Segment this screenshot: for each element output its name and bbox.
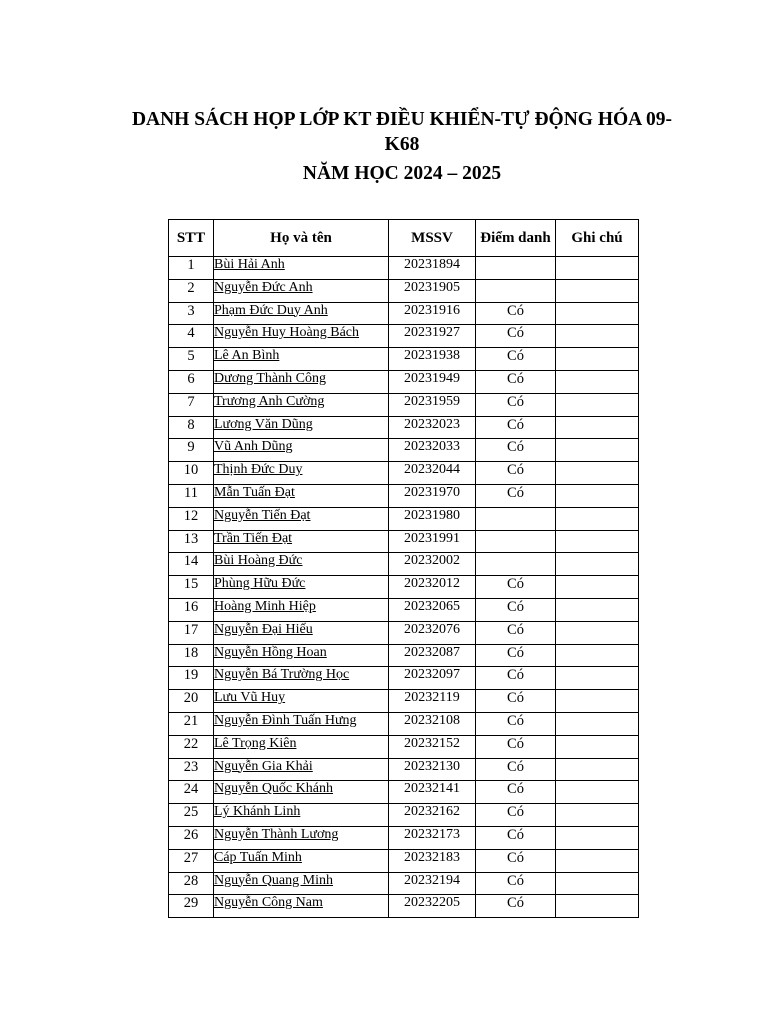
- table-row: [169, 690, 639, 713]
- cell-name: [214, 530, 389, 553]
- cell-attendance: Có: [476, 621, 556, 644]
- table-row: [169, 553, 639, 576]
- cell-mssv: 20232205: [389, 895, 476, 918]
- cell-mssv: 20231905: [389, 279, 476, 302]
- cell-mssv: 20232087: [389, 644, 476, 667]
- cell-mssv: 20232194: [389, 872, 476, 895]
- cell-note: [556, 895, 639, 918]
- cell-attendance: Có: [476, 325, 556, 348]
- table-row: [169, 826, 639, 849]
- cell-mssv: 20232033: [389, 439, 476, 462]
- cell-attendance: Có: [476, 826, 556, 849]
- cell-note: [556, 598, 639, 621]
- cell-stt: 19: [169, 667, 214, 690]
- cell-stt: 1: [169, 257, 214, 280]
- cell-mssv: 20231980: [389, 507, 476, 530]
- student-name: Nguyễn Huy Hoàng Bách: [214, 325, 360, 341]
- table-row: [169, 393, 639, 416]
- cell-name: [214, 302, 389, 325]
- cell-mssv: 20232044: [389, 462, 476, 485]
- cell-attendance: [476, 507, 556, 530]
- cell-note: [556, 279, 639, 302]
- student-name: Nguyễn Đình Tuấn Hưng: [214, 712, 357, 728]
- table-row: [169, 462, 639, 485]
- cell-attendance: Có: [476, 484, 556, 507]
- table-row: [169, 348, 639, 371]
- cell-attendance: Có: [476, 804, 556, 827]
- student-name: Trần Tiến Đạt: [214, 530, 293, 546]
- cell-stt: 3: [169, 302, 214, 325]
- student-name: Bùi Hải Anh: [214, 257, 285, 272]
- table-header-row: [169, 220, 639, 257]
- cell-stt: 15: [169, 576, 214, 599]
- cell-attendance: Có: [476, 393, 556, 416]
- cell-mssv: 20232130: [389, 758, 476, 781]
- cell-mssv: 20232108: [389, 712, 476, 735]
- cell-attendance: Có: [476, 370, 556, 393]
- cell-mssv: 20232173: [389, 826, 476, 849]
- cell-stt: 16: [169, 598, 214, 621]
- cell-name: [214, 804, 389, 827]
- cell-note: [556, 257, 639, 280]
- table-row: [169, 576, 639, 599]
- student-name: Dương Thành Công: [214, 370, 326, 386]
- cell-mssv: 20231927: [389, 325, 476, 348]
- cell-stt: 28: [169, 872, 214, 895]
- cell-note: [556, 416, 639, 439]
- cell-name: [214, 826, 389, 849]
- cell-attendance: Có: [476, 667, 556, 690]
- cell-note: [556, 553, 639, 576]
- student-name: Bùi Hoàng Đức: [214, 553, 303, 569]
- student-name: Nguyễn Thành Lương: [214, 826, 339, 842]
- cell-stt: 27: [169, 849, 214, 872]
- cell-note: [556, 804, 639, 827]
- student-name: Lý Khánh Linh: [214, 804, 301, 820]
- student-name: Lương Văn Dũng: [214, 416, 313, 432]
- student-name: Nguyễn Hồng Hoan: [214, 644, 327, 660]
- cell-note: [556, 621, 639, 644]
- table-row: [169, 712, 639, 735]
- cell-note: [556, 644, 639, 667]
- cell-note: [556, 507, 639, 530]
- cell-name: [214, 462, 389, 485]
- table-row: [169, 325, 639, 348]
- cell-name: [214, 895, 389, 918]
- cell-attendance: [476, 279, 556, 302]
- cell-attendance: Có: [476, 416, 556, 439]
- table-row: [169, 257, 639, 280]
- cell-name: [214, 758, 389, 781]
- cell-name: [214, 439, 389, 462]
- cell-name: [214, 279, 389, 302]
- cell-stt: 10: [169, 462, 214, 485]
- cell-name: [214, 667, 389, 690]
- cell-note: [556, 872, 639, 895]
- cell-mssv: 20231916: [389, 302, 476, 325]
- table-row: [169, 598, 639, 621]
- cell-attendance: Có: [476, 849, 556, 872]
- student-name: Phùng Hữu Đức: [214, 576, 306, 592]
- cell-stt: 12: [169, 507, 214, 530]
- cell-mssv: 20231991: [389, 530, 476, 553]
- cell-mssv: 20232162: [389, 804, 476, 827]
- cell-attendance: Có: [476, 895, 556, 918]
- cell-name: [214, 781, 389, 804]
- cell-mssv: 20232012: [389, 576, 476, 599]
- cell-name: [214, 370, 389, 393]
- cell-note: [556, 849, 639, 872]
- cell-name: [214, 325, 389, 348]
- student-name: Cáp Tuấn Minh: [214, 849, 302, 865]
- cell-attendance: Có: [476, 348, 556, 371]
- cell-stt: 20: [169, 690, 214, 713]
- table-row: [169, 735, 639, 758]
- table-body: [169, 257, 639, 918]
- cell-stt: 22: [169, 735, 214, 758]
- cell-name: [214, 393, 389, 416]
- cell-mssv: 20232183: [389, 849, 476, 872]
- cell-attendance: [476, 257, 556, 280]
- student-name: Nguyễn Công Nam: [214, 895, 323, 911]
- cell-note: [556, 484, 639, 507]
- cell-note: [556, 826, 639, 849]
- table-row: [169, 621, 639, 644]
- cell-attendance: Có: [476, 781, 556, 804]
- cell-attendance: Có: [476, 690, 556, 713]
- cell-note: [556, 393, 639, 416]
- student-name: Vũ Anh Dũng: [214, 439, 293, 455]
- cell-mssv: 20231938: [389, 348, 476, 371]
- cell-name: [214, 598, 389, 621]
- cell-name: [214, 416, 389, 439]
- cell-stt: 6: [169, 370, 214, 393]
- table-row: [169, 872, 639, 895]
- cell-stt: 21: [169, 712, 214, 735]
- cell-note: [556, 576, 639, 599]
- student-name: Mẫn Tuấn Đạt: [214, 484, 295, 500]
- table-row: [169, 895, 639, 918]
- student-name: Phạm Đức Duy Anh: [214, 302, 328, 318]
- cell-note: [556, 325, 639, 348]
- document-title-line-1: DANH SÁCH HỌP LỚP KT ĐIỀU KHIỂN-TỰ ĐỘNG HÓA 09-: [131, 109, 673, 130]
- student-name: Thịnh Đức Duy: [214, 462, 303, 478]
- cell-attendance: Có: [476, 302, 556, 325]
- student-name: Nguyễn Gia Khải: [214, 758, 313, 774]
- table-row: [169, 758, 639, 781]
- table-row: [169, 416, 639, 439]
- student-name: Nguyễn Quốc Khánh: [214, 781, 333, 797]
- cell-name: [214, 621, 389, 644]
- cell-stt: 13: [169, 530, 214, 553]
- cell-note: [556, 302, 639, 325]
- cell-note: [556, 758, 639, 781]
- cell-attendance: Có: [476, 758, 556, 781]
- cell-name: [214, 484, 389, 507]
- cell-note: [556, 439, 639, 462]
- table-row: [169, 530, 639, 553]
- cell-attendance: Có: [476, 576, 556, 599]
- cell-attendance: Có: [476, 644, 556, 667]
- table-row: [169, 439, 639, 462]
- header-attendance: Điểm danh: [476, 220, 556, 257]
- cell-stt: 7: [169, 393, 214, 416]
- cell-name: [214, 644, 389, 667]
- cell-stt: 25: [169, 804, 214, 827]
- header-name: Họ và tên: [214, 220, 389, 257]
- table-row: [169, 804, 639, 827]
- cell-note: [556, 667, 639, 690]
- student-name: Nguyễn Đại Hiếu: [214, 621, 313, 637]
- cell-stt: 23: [169, 758, 214, 781]
- cell-note: [556, 735, 639, 758]
- cell-stt: 18: [169, 644, 214, 667]
- cell-stt: 14: [169, 553, 214, 576]
- cell-attendance: [476, 553, 556, 576]
- cell-mssv: 20232023: [389, 416, 476, 439]
- document-title-line-2: K68: [384, 134, 420, 155]
- cell-attendance: Có: [476, 712, 556, 735]
- cell-mssv: 20231949: [389, 370, 476, 393]
- cell-attendance: Có: [476, 872, 556, 895]
- student-name: Lê Trọng Kiên: [214, 735, 297, 751]
- cell-stt: 24: [169, 781, 214, 804]
- cell-mssv: 20231970: [389, 484, 476, 507]
- cell-attendance: Có: [476, 439, 556, 462]
- cell-note: [556, 781, 639, 804]
- student-name: Nguyễn Đức Anh: [214, 279, 313, 295]
- cell-stt: 5: [169, 348, 214, 371]
- cell-name: [214, 712, 389, 735]
- cell-note: [556, 690, 639, 713]
- cell-note: [556, 348, 639, 371]
- cell-note: [556, 712, 639, 735]
- student-name: Lưu Vũ Huy: [214, 690, 286, 706]
- cell-mssv: 20232065: [389, 598, 476, 621]
- cell-attendance: Có: [476, 598, 556, 621]
- cell-attendance: Có: [476, 462, 556, 485]
- cell-note: [556, 530, 639, 553]
- cell-note: [556, 462, 639, 485]
- cell-attendance: Có: [476, 735, 556, 758]
- student-name: Lê An Bình: [214, 348, 280, 364]
- header-mssv: MSSV: [389, 220, 476, 257]
- cell-mssv: 20232076: [389, 621, 476, 644]
- table-row: [169, 302, 639, 325]
- table-row: [169, 484, 639, 507]
- cell-stt: 9: [169, 439, 214, 462]
- cell-note: [556, 370, 639, 393]
- student-name: Trương Anh Cường: [214, 393, 325, 409]
- cell-stt: 17: [169, 621, 214, 644]
- cell-name: [214, 553, 389, 576]
- student-name: Nguyễn Quang Minh: [214, 872, 333, 888]
- cell-mssv: 20232141: [389, 781, 476, 804]
- table-row: [169, 849, 639, 872]
- cell-stt: 4: [169, 325, 214, 348]
- cell-name: [214, 507, 389, 530]
- student-name: Nguyễn Tiến Đạt: [214, 507, 311, 523]
- header-note: Ghi chú: [556, 220, 639, 257]
- cell-name: [214, 257, 389, 280]
- attendance-table: [168, 219, 639, 918]
- cell-mssv: 20231959: [389, 393, 476, 416]
- header-stt: STT: [169, 220, 214, 257]
- document-school-year: NĂM HỌC 2024 – 2025: [302, 163, 502, 184]
- cell-name: [214, 576, 389, 599]
- cell-stt: 26: [169, 826, 214, 849]
- cell-mssv: 20231894: [389, 257, 476, 280]
- cell-name: [214, 872, 389, 895]
- cell-mssv: 20232002: [389, 553, 476, 576]
- cell-mssv: 20232119: [389, 690, 476, 713]
- table-row: [169, 279, 639, 302]
- cell-name: [214, 735, 389, 758]
- table-row: [169, 507, 639, 530]
- table-row: [169, 644, 639, 667]
- cell-mssv: 20232152: [389, 735, 476, 758]
- table-row: [169, 781, 639, 804]
- cell-stt: 2: [169, 279, 214, 302]
- student-name: Hoàng Minh Hiệp: [214, 598, 316, 614]
- table-row: [169, 667, 639, 690]
- cell-stt: 11: [169, 484, 214, 507]
- cell-attendance: [476, 530, 556, 553]
- table-row: [169, 370, 639, 393]
- cell-mssv: 20232097: [389, 667, 476, 690]
- cell-name: [214, 690, 389, 713]
- cell-stt: 29: [169, 895, 214, 918]
- cell-stt: 8: [169, 416, 214, 439]
- student-name: Nguyễn Bá Trường Học: [214, 667, 350, 683]
- cell-name: [214, 849, 389, 872]
- cell-name: [214, 348, 389, 371]
